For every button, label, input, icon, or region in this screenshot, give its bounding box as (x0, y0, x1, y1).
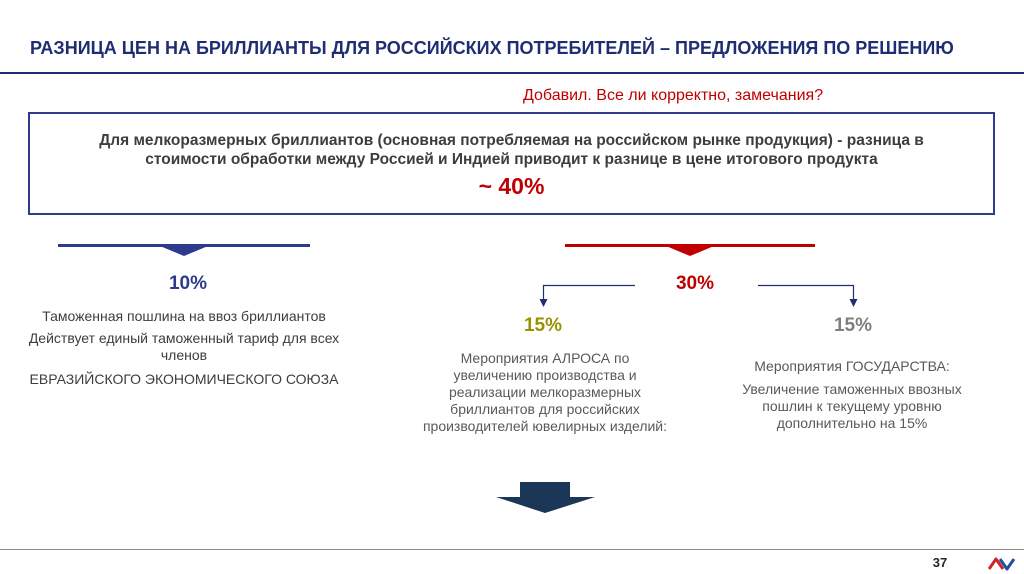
title-divider (0, 72, 1024, 74)
result-down-arrow (496, 482, 595, 513)
text-line: членов (160, 347, 208, 363)
text-line: ЕВРАЗИЙСКОГО ЭКОНОМИЧЕСКОГО СОЮЗА (29, 371, 339, 387)
text-line: дополнительно на 15% (776, 415, 928, 431)
page-number: 37 (932, 555, 948, 570)
text-line: бриллиантов для российских (450, 401, 640, 417)
summary-line-2: стоимости обработки между Россией и Индией приводит к разнице в цене итогового продукта (145, 151, 878, 168)
customs-duty-paragraph (24, 308, 344, 325)
government-share: 15% (833, 315, 873, 336)
summary-line-1: Для мелкоразмерных бриллиантов (основная потребляемая на российском рынке продукция) - разница в (99, 132, 924, 149)
union-paragraph (24, 371, 344, 388)
summary-box (28, 112, 995, 215)
customs-description (24, 308, 344, 388)
processing-branch-pointer (666, 246, 714, 256)
text-line: Действует единый таможенный тариф для всех (28, 330, 340, 346)
alrosa-logo-icon (988, 556, 1016, 572)
alrosa-measures (385, 350, 705, 435)
text-line: Мероприятия ГОСУДАРСТВА: (754, 358, 950, 374)
government-detail (692, 381, 1012, 432)
customs-share: 10% (168, 273, 208, 294)
customs-branch-pointer (160, 246, 208, 256)
total-difference: ~ 40% (478, 173, 545, 199)
text-line: пошлин к текущему уровню (762, 398, 942, 414)
text-line: увеличению производства и (453, 367, 637, 383)
text-line: Таможенная пошлина на ввоз бриллиантов (42, 308, 326, 324)
text-line: Увеличение таможенных ввозных (742, 381, 962, 397)
government-connector-arrowhead (850, 299, 858, 307)
alrosa-connector-arrowhead (540, 299, 548, 307)
reviewer-comment: Добавил. Все ли корректно, замечания? (523, 87, 824, 104)
text-line: Мероприятия АЛРОСА по (460, 350, 630, 366)
slide-title: РАЗНИЦА ЦЕН НА БРИЛЛИАНТЫ ДЛЯ РОССИЙСКИХ ПОТРЕБИТЕЛЕЙ – ПРЕДЛОЖЕНИЯ ПО РЕШЕНИЮ (30, 38, 954, 58)
tariff-paragraph (24, 330, 344, 364)
processing-share: 30% (675, 273, 715, 294)
alrosa-share: 15% (523, 315, 563, 336)
government-heading (692, 358, 1012, 375)
footer-divider (0, 549, 1024, 550)
government-measures (692, 358, 1012, 432)
text-line: реализации мелкоразмерных (448, 384, 642, 400)
text-line: производителей ювелирных изделий: (422, 418, 668, 434)
